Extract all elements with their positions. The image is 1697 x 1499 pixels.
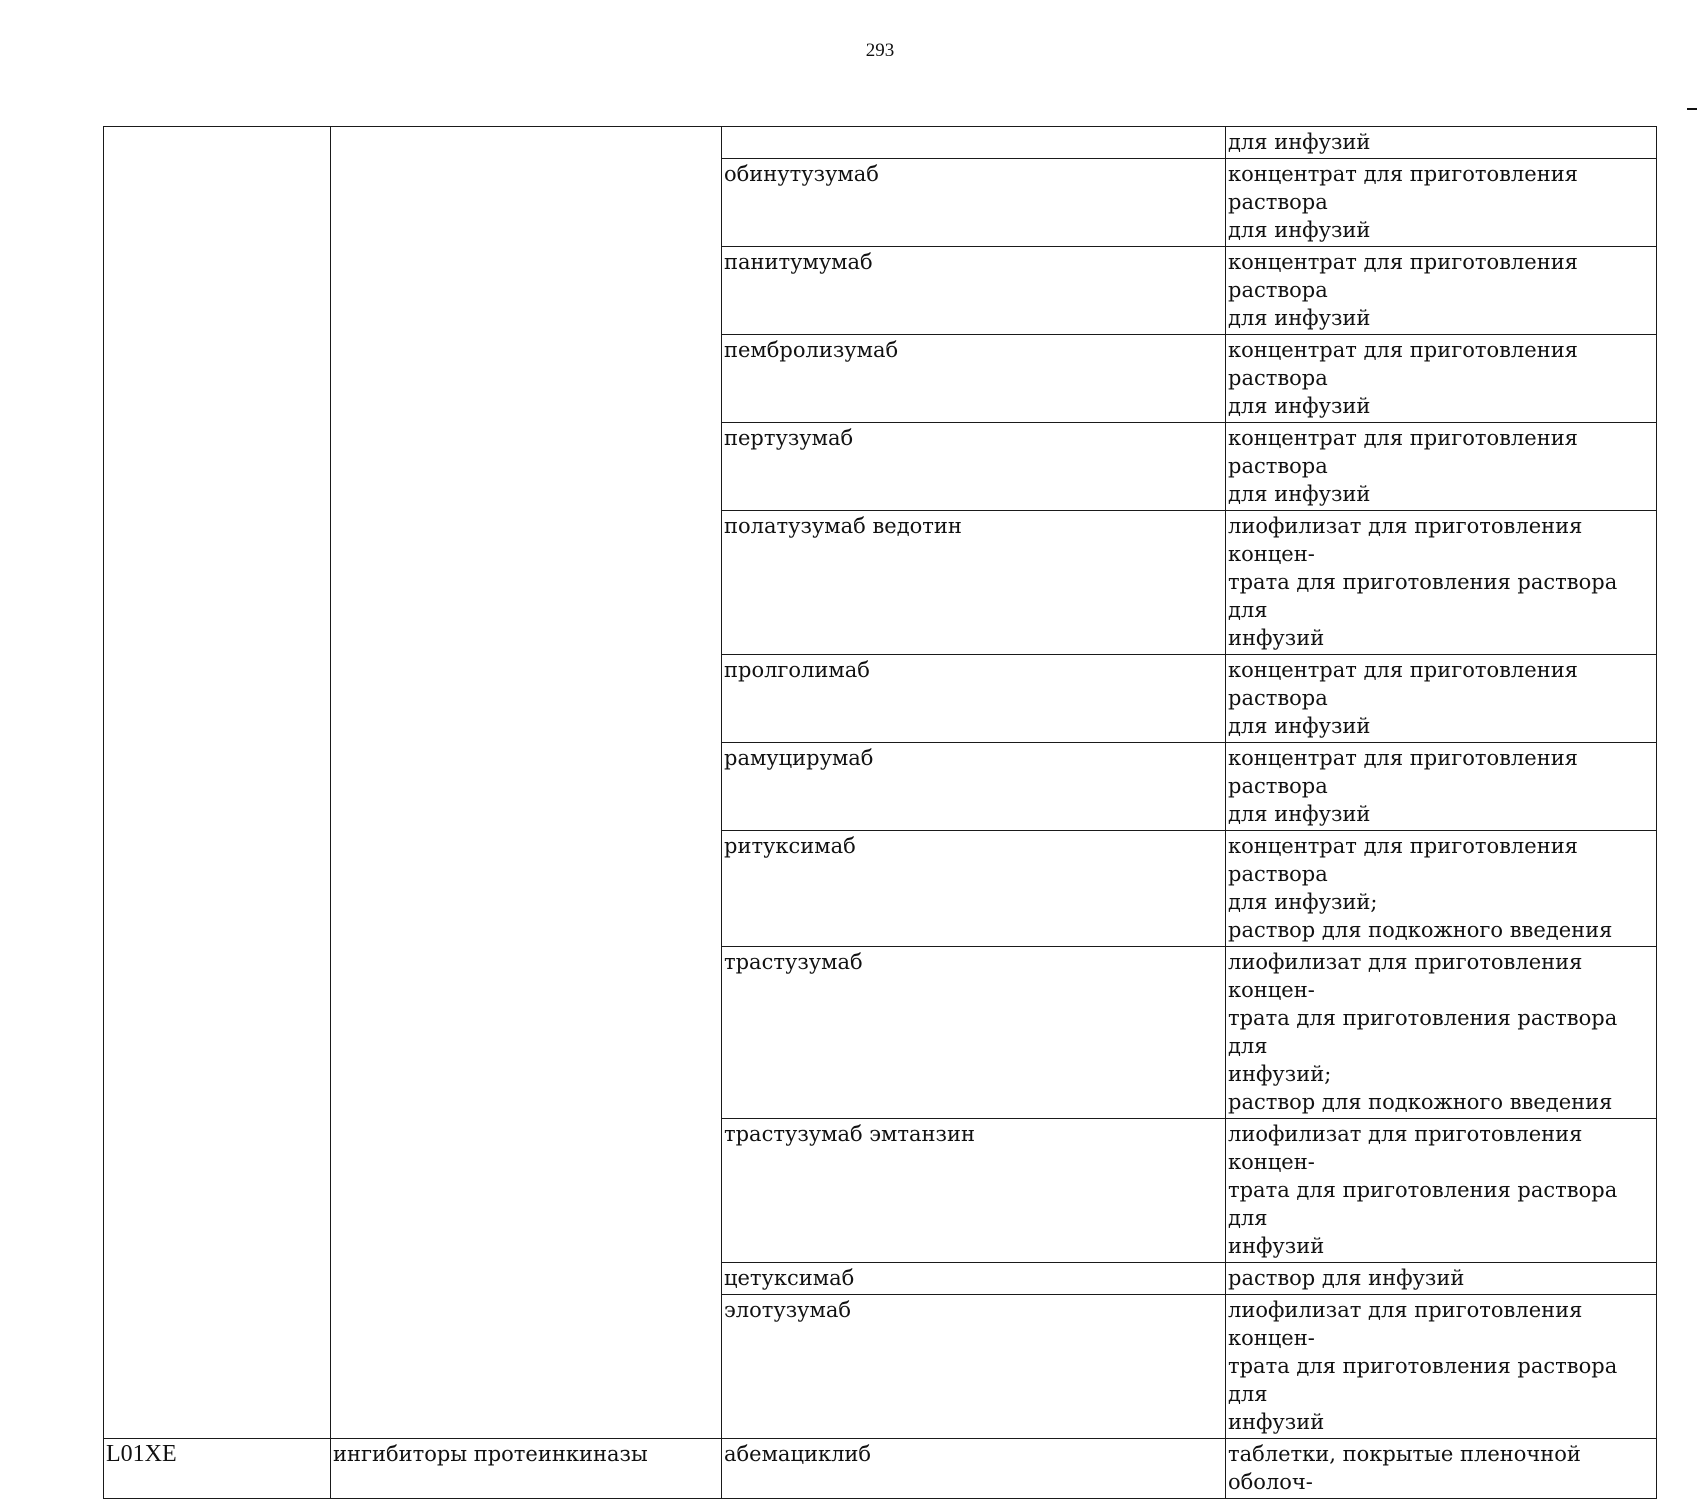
drug-name-cell: пертузумаб	[722, 423, 1226, 511]
dosage-form-cell: раствор для инфузий	[1226, 1263, 1657, 1295]
dosage-form-cell: лиофилизат для приготовления концен- трата для приготовления раствора для инфузий; раствор для подкожного введения	[1226, 947, 1657, 1119]
dosage-form-cell: лиофилизат для приготовления концен- трата для приготовления раствора для инфузий	[1226, 1295, 1657, 1439]
table-row	[104, 127, 1657, 159]
drug-name-cell: полатузумаб ведотин	[722, 511, 1226, 655]
drug-name-cell: рамуцирумаб	[722, 743, 1226, 831]
drug-name-cell: панитумумаб	[722, 247, 1226, 335]
margin-mark	[1687, 108, 1697, 110]
drug-name-cell	[722, 127, 1226, 159]
dosage-form-cell: концентрат для приготовления раствора для инфузий	[1226, 655, 1657, 743]
drug-name-cell: пролголимаб	[722, 655, 1226, 743]
group-cell-empty	[331, 127, 722, 1439]
atc-code-cell: L01XE	[104, 1439, 331, 1499]
dosage-form-cell: для инфузий	[1226, 127, 1657, 159]
group-cell: ингибиторы протеинкиназы	[331, 1439, 722, 1499]
drug-name-cell: пембролизумаб	[722, 335, 1226, 423]
drug-name-cell: обинутузумаб	[722, 159, 1226, 247]
drug-name-cell: элотузумаб	[722, 1295, 1226, 1439]
drug-name-cell: абемациклиб	[722, 1439, 1226, 1499]
dosage-form-cell: концентрат для приготовления раствора для инфузий	[1226, 159, 1657, 247]
dosage-form-cell: лиофилизат для приготовления концен- трата для приготовления раствора для инфузий	[1226, 1119, 1657, 1263]
table-row	[104, 1439, 1657, 1499]
drug-name-cell: трастузумаб эмтанзин	[722, 1119, 1226, 1263]
drug-name-cell: цетуксимаб	[722, 1263, 1226, 1295]
drug-name-cell: ритуксимаб	[722, 831, 1226, 947]
dosage-form-cell: концентрат для приготовления раствора для инфузий	[1226, 743, 1657, 831]
atc-code-cell-empty	[104, 127, 331, 1439]
dosage-form-cell: лиофилизат для приготовления концен- трата для приготовления раствора для инфузий	[1226, 511, 1657, 655]
dosage-form-cell: концентрат для приготовления раствора для инфузий; раствор для подкожного введения	[1226, 831, 1657, 947]
drug-name-cell: трастузумаб	[722, 947, 1226, 1119]
drug-table	[103, 126, 1657, 1499]
dosage-form-cell: концентрат для приготовления раствора для инфузий	[1226, 335, 1657, 423]
page-number: 293	[865, 40, 895, 61]
dosage-form-cell: концентрат для приготовления раствора для инфузий	[1226, 247, 1657, 335]
dosage-form-cell: таблетки, покрытые пленочной оболоч-	[1226, 1439, 1657, 1499]
dosage-form-cell: концентрат для приготовления раствора для инфузий	[1226, 423, 1657, 511]
